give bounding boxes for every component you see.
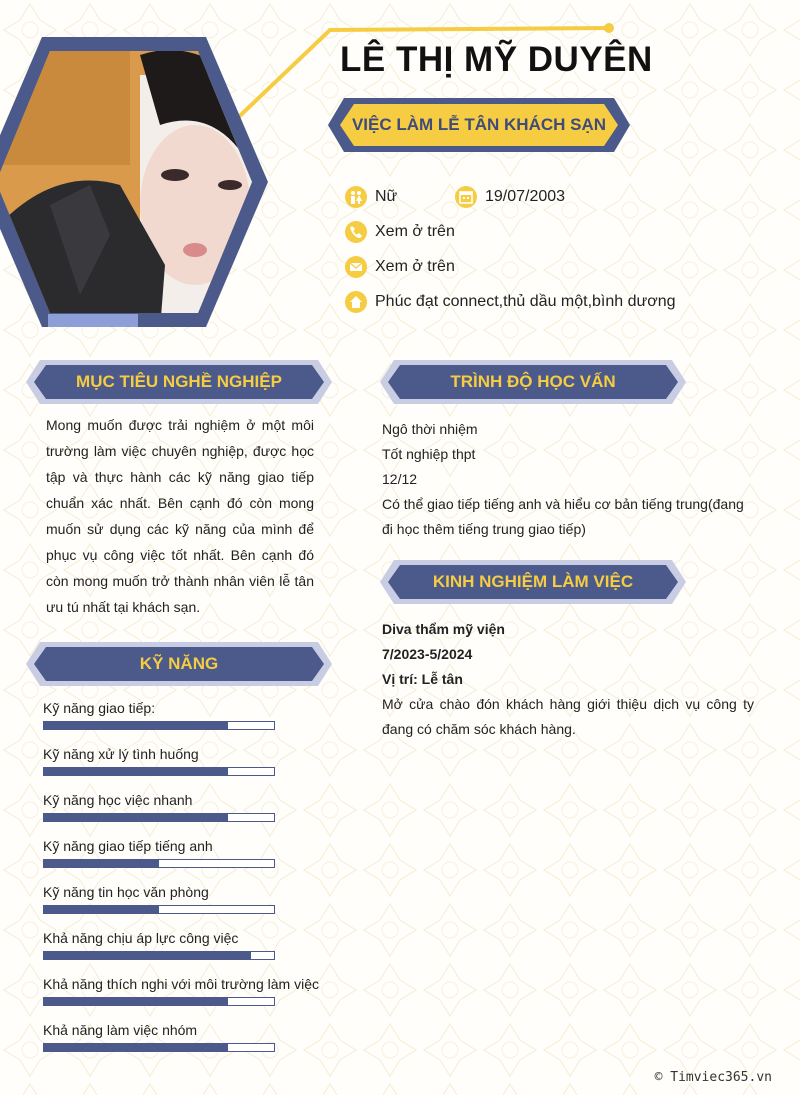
experience-heading: [380, 560, 686, 604]
objective-text: Mong muốn được trải nghiệm ở một môi trường làm việc chuyên nghiệp, được học tập và thực hành các kỹ năng giao tiếp chuẩn xác nhất. Bên cạnh đó còn mong muốn sử dụng các kỹ năng của mình để phục vụ công việc tốt nhất. Bên cạnh đó còn mong muốn trở thành nhân viên lễ tân ưu tú nhất tại khách sạn.: [46, 417, 314, 615]
skills-heading: [26, 642, 332, 686]
skill-item: [43, 836, 333, 868]
experience-description: Mở cửa chào đón khách hàng giới thiệu dịch vụ công ty đang có chăm sóc khách hàng.: [382, 696, 754, 737]
skill-label: Khả năng chịu áp lực công việc: [43, 930, 239, 946]
skill-level-fill: [44, 768, 228, 775]
skill-item: [43, 882, 333, 914]
skill-level-bar: [43, 813, 275, 822]
email-icon: [345, 256, 367, 278]
gender-value: Nữ: [375, 188, 398, 205]
experience-content: [382, 617, 754, 742]
candidate-name: LÊ THỊ MỸ DUYÊN: [340, 40, 653, 79]
phone-row: [345, 220, 455, 244]
experience-heading-text: KINH NGHIỆM LÀM VIỆC: [432, 572, 634, 591]
skill-level-bar: [43, 767, 275, 776]
skill-level-bar: [43, 905, 275, 914]
skill-label: Kỹ năng giao tiếp:: [43, 700, 156, 716]
job-title: VIỆC LÀM LỄ TÂN KHÁCH SẠN: [351, 115, 607, 134]
footer-copyright: © Timviec365.vn: [654, 1070, 772, 1085]
skill-item: [43, 698, 333, 730]
skill-level-fill: [44, 952, 251, 959]
objective-heading-text: MỤC TIÊU NGHỀ NGHIỆP: [76, 372, 282, 391]
home-icon: [345, 291, 367, 313]
job-title-badge: [328, 98, 630, 152]
experience-position: Vị trí: Lễ tân: [382, 671, 463, 687]
profile-photo: [0, 35, 275, 330]
skill-label: Kỹ năng giao tiếp tiếng anh: [43, 838, 213, 854]
education-grade: 12/12: [382, 471, 418, 487]
experience-company: Diva thẩm mỹ viện: [382, 621, 505, 637]
email-value: Xem ở trên: [375, 258, 455, 275]
education-school: Ngô thời nhiệm: [382, 421, 478, 437]
skill-level-fill: [44, 1044, 228, 1051]
education-content: [382, 417, 754, 542]
education-heading: [380, 360, 686, 404]
skill-level-bar: [43, 721, 275, 730]
skills-heading-text: KỸ NĂNG: [139, 654, 219, 673]
gender-row: [345, 185, 397, 209]
skill-item: [43, 928, 333, 960]
skill-item: [43, 974, 333, 1006]
education-note: Có thể giao tiếp tiếng anh và hiểu cơ bản tiếng trung(đang đi học thêm tiếng trung giao tiếp): [382, 496, 744, 537]
email-row: [345, 255, 455, 279]
skill-item: [43, 744, 333, 776]
skill-label: Kỹ năng tin học văn phòng: [43, 884, 209, 900]
skill-item: [43, 790, 333, 822]
skill-level-fill: [44, 998, 228, 1005]
gender-icon: [345, 186, 367, 208]
skill-level-fill: [44, 906, 159, 913]
birthday-row: [455, 185, 565, 209]
skill-level-bar: [43, 1043, 275, 1052]
skill-level-bar: [43, 951, 275, 960]
skill-label: Kỹ năng xử lý tình huống: [43, 746, 199, 762]
education-degree: Tốt nghiệp thpt: [382, 446, 476, 462]
skill-label: Kỹ năng học việc nhanh: [43, 792, 193, 808]
skill-label: Khả năng thích nghi với môi trường làm việc: [43, 976, 319, 992]
skill-level-bar: [43, 859, 275, 868]
objective-heading: [26, 360, 332, 404]
skill-level-fill: [44, 860, 159, 867]
calendar-icon: [455, 186, 477, 208]
education-heading-text: TRÌNH ĐỘ HỌC VẤN: [450, 372, 616, 391]
skill-item: [43, 1020, 333, 1052]
experience-period: 7/2023-5/2024: [382, 646, 473, 662]
birthday-value: 19/07/2003: [485, 188, 566, 205]
phone-value: Xem ở trên: [375, 223, 455, 240]
phone-icon: [345, 221, 367, 243]
address-row: [345, 290, 676, 314]
address-value: Phúc đạt connect,thủ dầu một,bình dương: [375, 293, 676, 310]
skill-label: Khả năng làm việc nhóm: [43, 1022, 198, 1038]
skill-level-bar: [43, 997, 275, 1006]
skill-level-fill: [44, 814, 228, 821]
skill-level-fill: [44, 722, 228, 729]
